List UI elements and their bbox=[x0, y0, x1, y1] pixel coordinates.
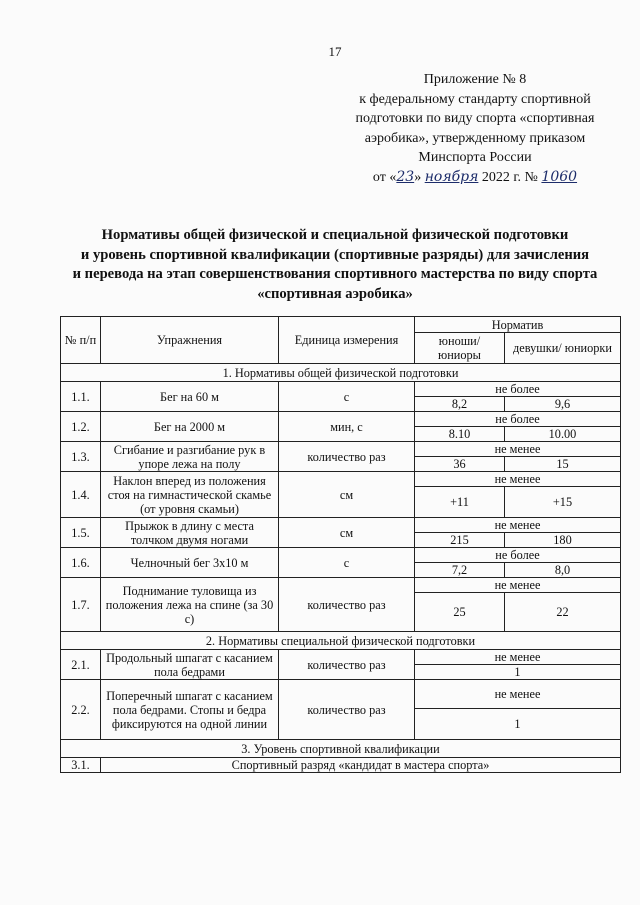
date-mid: » bbox=[414, 169, 425, 185]
section-title: 3. Уровень спортивной квалификации bbox=[61, 740, 621, 758]
title-line: и уровень спортивной квалификации (спортивные разряды) для зачисления bbox=[80, 246, 590, 263]
row-girls-value: 22 bbox=[505, 593, 621, 632]
row-num: 2.2. bbox=[61, 680, 101, 740]
norms-table bbox=[60, 316, 621, 773]
row-condition: не более bbox=[415, 382, 621, 397]
row-girls-value: 15 bbox=[505, 457, 621, 472]
header-unit: Единица измерения bbox=[279, 317, 415, 364]
row-value: 1 bbox=[415, 709, 621, 740]
page-number: 17 bbox=[328, 44, 342, 59]
row-num: 1.4. bbox=[61, 472, 101, 518]
row-condition: не менее bbox=[415, 578, 621, 593]
row-exercise: Продольный шпагат с касанием пола бедрами bbox=[101, 650, 279, 680]
row-exercise: Сгибание и разгибание рук в упоре лежа на полу bbox=[101, 442, 279, 472]
row-unit: мин, с bbox=[279, 412, 415, 442]
date-year: 2022 г. № bbox=[478, 169, 542, 185]
date-month-handwritten: ноября bbox=[424, 168, 479, 185]
appendix-line: аэробика», утвержденному приказом bbox=[364, 130, 586, 146]
row-exercise: Прыжок в длину с места толчком двумя ногами bbox=[101, 518, 279, 548]
row-num: 1.5. bbox=[61, 518, 101, 548]
order-date-line bbox=[330, 168, 620, 188]
date-day-handwritten: 23 bbox=[396, 168, 415, 185]
row-girls-value: 8,0 bbox=[505, 563, 621, 578]
row-num: 3.1. bbox=[61, 758, 101, 773]
row-unit: с bbox=[279, 382, 415, 412]
title-line: «спортивная аэробика» bbox=[257, 285, 413, 302]
appendix-line: к федеральному стандарту спортивной bbox=[359, 91, 591, 107]
row-girls-value: +15 bbox=[505, 487, 621, 518]
row-exercise: Наклон вперед из положения стоя на гимнастической скамье (от уровня скамьи) bbox=[101, 472, 279, 518]
row-unit: количество раз bbox=[279, 578, 415, 632]
row-num: 1.1. bbox=[61, 382, 101, 412]
row-boys-value: 8,2 bbox=[415, 397, 505, 412]
row-num: 1.7. bbox=[61, 578, 101, 632]
row-num: 1.6. bbox=[61, 548, 101, 578]
row-unit: количество раз bbox=[279, 442, 415, 472]
date-prefix: от « bbox=[372, 169, 397, 185]
header-norm: Норматив bbox=[415, 317, 621, 333]
row-unit: с bbox=[279, 548, 415, 578]
title-line: и перевода на этап совершенствования спортивного мастерства по виду спорта bbox=[72, 266, 598, 282]
row-condition: не менее bbox=[415, 442, 621, 457]
row-exercise: Челночный бег 3х10 м bbox=[101, 548, 279, 578]
row-condition: не менее bbox=[415, 472, 621, 487]
row-condition: не менее bbox=[415, 650, 621, 665]
row-exercise: Бег на 2000 м bbox=[101, 412, 279, 442]
header-exercise: Упражнения bbox=[101, 317, 279, 364]
row-girls-value: 10.00 bbox=[505, 427, 621, 442]
row-num: 1.2. bbox=[61, 412, 101, 442]
title-line: Нормативы общей физической и специальной физической подготовки bbox=[101, 227, 569, 243]
appendix-line: Минспорта России bbox=[418, 150, 532, 165]
row-unit: см bbox=[279, 518, 415, 548]
row-condition: не менее bbox=[415, 518, 621, 533]
row-girls-value: 180 bbox=[505, 533, 621, 548]
row-boys-value: 7,2 bbox=[415, 563, 505, 578]
row-boys-value: 25 bbox=[415, 593, 505, 632]
row-value: 1 bbox=[415, 665, 621, 680]
row-unit: количество раз bbox=[279, 650, 415, 680]
row-boys-value: 215 bbox=[415, 533, 505, 548]
row-exercise: Поднимание туловища из положения лежа на спине (за 30 с) bbox=[101, 578, 279, 632]
appendix-line: подготовки по виду спорта «спортивная bbox=[355, 111, 595, 126]
row-boys-value: 36 bbox=[415, 457, 505, 472]
row-qualification: Спортивный разряд «кандидат в мастера спорта» bbox=[101, 758, 621, 773]
row-boys-value: +11 bbox=[415, 487, 505, 518]
section-title: 1. Нормативы общей физической подготовки bbox=[61, 364, 621, 382]
row-unit: см bbox=[279, 472, 415, 518]
row-condition: не более bbox=[415, 412, 621, 427]
header-num: № п/п bbox=[61, 317, 101, 364]
header-girls: девушки/ юниорки bbox=[505, 333, 621, 364]
document-title bbox=[50, 226, 620, 304]
row-exercise: Бег на 60 м bbox=[101, 382, 279, 412]
section-title: 2. Нормативы специальной физической подготовки bbox=[61, 632, 621, 650]
row-num: 1.3. bbox=[61, 442, 101, 472]
appendix-header bbox=[330, 70, 620, 187]
order-number-handwritten: 1060 bbox=[541, 168, 578, 185]
row-num: 2.1. bbox=[61, 650, 101, 680]
header-boys: юноши/ юниоры bbox=[415, 333, 505, 364]
appendix-line: Приложение № 8 bbox=[423, 72, 527, 87]
row-unit: количество раз bbox=[279, 680, 415, 740]
row-boys-value: 8.10 bbox=[415, 427, 505, 442]
row-exercise: Поперечный шпагат с касанием пола бедрами. Стопы и бедра фиксируются на одной линии bbox=[101, 680, 279, 740]
row-girls-value: 9,6 bbox=[505, 397, 621, 412]
row-condition: не более bbox=[415, 548, 621, 563]
row-condition: не менее bbox=[415, 680, 621, 709]
